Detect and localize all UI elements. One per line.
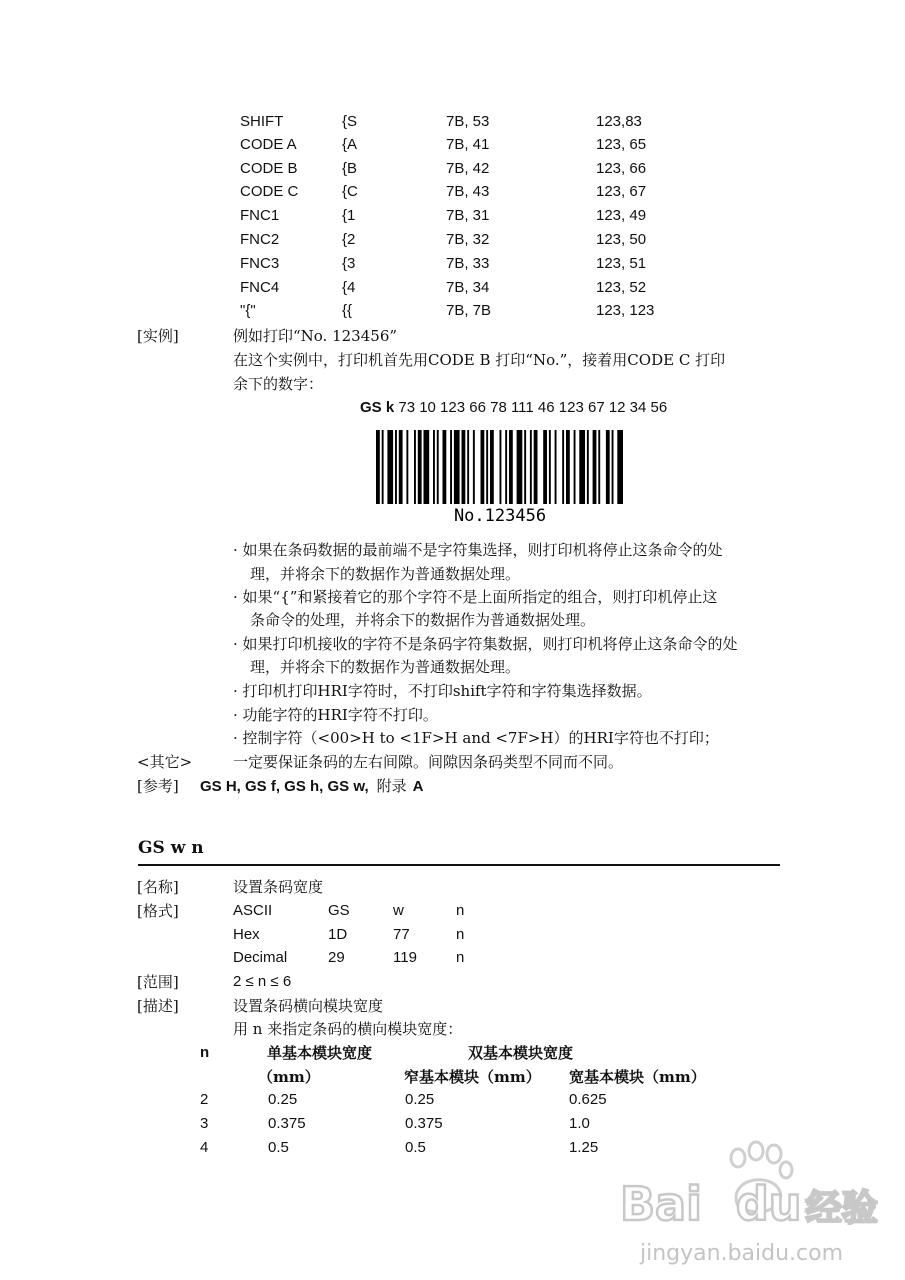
barcode-bar — [395, 430, 397, 504]
command-args: 73 10 123 66 78 111 46 123 67 12 34 56 — [394, 399, 668, 416]
barcode-bar — [617, 430, 623, 504]
cell: CODE B — [240, 160, 298, 177]
barcode-bar — [387, 430, 393, 504]
watermark-cn: 经验 — [805, 1188, 878, 1229]
format-cell: n — [456, 926, 465, 943]
format-cell: Hex — [233, 926, 260, 943]
other-label: <其它> — [137, 753, 193, 771]
cell: 7B, 7B — [446, 302, 492, 319]
barcode-bar — [517, 430, 523, 504]
format-cell: 1D — [328, 926, 348, 943]
desc-label: [描述] — [137, 997, 179, 1015]
barcode-bar — [500, 430, 502, 504]
cell: {A — [342, 136, 358, 153]
barcode-bar — [598, 430, 600, 504]
cell: {2 — [342, 231, 356, 248]
cell: 7B, 43 — [446, 183, 490, 200]
cell: FNC4 — [240, 279, 280, 296]
barcode-bar — [414, 430, 416, 504]
barcode-bar — [555, 430, 557, 504]
barcode-bar — [433, 430, 435, 504]
format-label: [格式] — [137, 902, 179, 920]
reference-appendix: 附录 — [376, 777, 407, 795]
note-line: · 如果“{”和紧接着它的那个字符不是上面所指定的组合，则打印机停止这 — [233, 588, 718, 606]
desc-text: 设置条码横向模块宽度 — [233, 997, 384, 1015]
barcode-bar — [530, 430, 532, 504]
header-wide: 宽基本模块（mm） — [569, 1068, 706, 1086]
name-text: 设置条码宽度 — [233, 878, 324, 896]
cell: 7B, 31 — [446, 207, 490, 224]
cell: CODE C — [240, 183, 299, 200]
table-cell: 4 — [200, 1139, 209, 1156]
watermark-url: jingyan.baidu.com — [640, 1241, 844, 1266]
table-cell: 0.375 — [405, 1115, 443, 1132]
reference-commands: GS H, GS f, GS h, GS w, — [200, 778, 369, 795]
barcode-caption: No.123456 — [453, 506, 547, 524]
example-command — [360, 398, 667, 418]
table-cell: 0.25 — [268, 1091, 298, 1108]
cell: FNC2 — [240, 231, 280, 248]
barcode-bar — [509, 430, 513, 504]
format-cell: Decimal — [233, 949, 288, 966]
cell: 123, 67 — [596, 183, 647, 200]
header-narrow: 窄基本模块（mm） — [404, 1068, 541, 1086]
reference-appendix-code: A — [412, 778, 424, 795]
note-line: · 如果在条码数据的最前端不是字符集选择，则打印机将停止这条命令的处 — [233, 541, 723, 559]
barcode-bar — [524, 430, 526, 504]
table-cell: 1.0 — [569, 1115, 590, 1132]
section-divider — [138, 864, 780, 866]
watermark-brand — [620, 1177, 878, 1231]
barcode-bar — [376, 430, 380, 504]
example-label: [实例] — [137, 327, 179, 345]
note-line: 条命令的处理，并将余下的数据作为普通数据处理。 — [250, 611, 596, 629]
barcode-bar — [467, 430, 469, 504]
barcode-bar — [481, 430, 485, 504]
barcode-bar — [566, 430, 570, 504]
table-cell: 0.625 — [569, 1091, 607, 1108]
barcode-bar — [473, 430, 475, 504]
cell: CODE A — [240, 136, 297, 153]
cell: 123, 123 — [596, 302, 655, 319]
barcode-bar — [382, 430, 384, 504]
barcode-bar — [486, 430, 488, 504]
cell: 7B, 32 — [446, 231, 490, 248]
command-keyword: GS k — [360, 399, 395, 416]
watermark-bai: Bai — [620, 1177, 702, 1231]
barcode-bar — [443, 430, 447, 504]
note-line: 理，并将余下的数据作为普通数据处理。 — [250, 658, 521, 676]
cell: {S — [342, 113, 358, 130]
example-line: 在这个实例中，打印机首先用CODE B 打印“No.”，接着用CODE C 打印 — [233, 351, 726, 369]
cell: {C — [342, 183, 358, 200]
cell: FNC3 — [240, 255, 280, 272]
barcode-bar — [399, 430, 403, 504]
example-line: 余下的数字： — [233, 375, 324, 393]
format-cell: n — [456, 949, 465, 966]
cell: 123, 51 — [596, 255, 647, 272]
cell: SHIFT — [240, 113, 284, 130]
format-cell: ASCII — [233, 902, 273, 919]
desc-text: 用 n 来指定条码的横向模块宽度： — [233, 1020, 463, 1038]
cell: 123, 65 — [596, 136, 647, 153]
barcode-bar — [543, 430, 547, 504]
table-cell: 0.5 — [405, 1139, 426, 1156]
cell: {3 — [342, 255, 356, 272]
range-label: [范围] — [137, 973, 179, 991]
barcode-bar — [437, 430, 439, 504]
name-label: [名称] — [137, 878, 179, 896]
format-cell: GS — [328, 902, 350, 919]
barcode-bar — [562, 430, 564, 504]
format-cell: 119 — [393, 949, 417, 966]
barcode-bars — [376, 430, 623, 504]
cell: {{ — [342, 302, 353, 319]
barcode-bar — [490, 430, 494, 504]
barcode-bar — [534, 430, 538, 504]
cell: 123, 66 — [596, 160, 647, 177]
header-single-unit: （mm） — [258, 1068, 320, 1086]
table-cell: 3 — [200, 1115, 209, 1132]
header-double: 双基本模块宽度 — [468, 1044, 574, 1062]
example-line: 例如打印“No. 123456” — [233, 327, 398, 345]
note-line: · 打印机打印HRI字符时，不打印shift字符和字符集选择数据。 — [233, 682, 652, 700]
baidu-jingyan-watermark — [618, 1138, 878, 1268]
other-text: 一定要保证条码的左右间隙。间隙因条码类型不同而不同。 — [233, 753, 624, 771]
cell: {B — [342, 160, 358, 177]
cell: 123, 52 — [596, 279, 647, 296]
barcode-bar — [454, 430, 460, 504]
format-cell: 29 — [328, 949, 345, 966]
barcode-bar — [549, 430, 551, 504]
note-line: 理，并将余下的数据作为普通数据处理。 — [250, 565, 521, 583]
cell: 123, 50 — [596, 231, 647, 248]
table-cell: 0.5 — [268, 1139, 289, 1156]
barcode-bar — [462, 430, 466, 504]
barcode-image — [372, 428, 628, 524]
barcode-bar — [418, 430, 422, 504]
format-cell: 77 — [393, 926, 410, 943]
table-cell: 2 — [200, 1091, 209, 1108]
cell: 7B, 41 — [446, 136, 490, 153]
barcode-bar — [606, 430, 610, 504]
table-cell: 0.25 — [405, 1091, 435, 1108]
barcode-bar — [587, 430, 589, 504]
table-cell: 0.375 — [268, 1115, 306, 1132]
barcode-bar — [579, 430, 585, 504]
cell: 7B, 42 — [446, 160, 490, 177]
barcode-bar — [593, 430, 597, 504]
header-single: 单基本模块宽度 — [267, 1044, 373, 1062]
barcode-bar — [406, 430, 408, 504]
watermark-du: du — [735, 1177, 802, 1231]
note-line: · 如果打印机接收的字符不是条码字符集数据，则打印机将停止这条命令的处 — [233, 635, 738, 653]
cell: 7B, 53 — [446, 113, 490, 130]
header-n: n — [200, 1044, 210, 1061]
cell: "{" — [240, 302, 256, 319]
format-cell: w — [393, 902, 404, 919]
barcode-bar — [505, 430, 507, 504]
range-text: 2 ≤ n ≤ 6 — [233, 973, 292, 990]
reference-label: [参考] — [137, 777, 179, 795]
table-cell: 1.25 — [569, 1139, 599, 1156]
barcode-bar — [450, 430, 452, 504]
note-line: · 功能字符的HRI字符不打印。 — [233, 706, 438, 724]
cell: 7B, 34 — [446, 279, 490, 296]
barcode-bar — [612, 430, 614, 504]
cell: {1 — [342, 207, 356, 224]
cell: {4 — [342, 279, 356, 296]
section-title: GS w n — [138, 838, 204, 858]
reference-text — [200, 776, 424, 797]
note-line: · 控制字符（<00>H to <1F>H and <7F>H）的HRI字符也不打印； — [233, 729, 719, 747]
cell: 7B, 33 — [446, 255, 490, 272]
format-cell: n — [456, 902, 465, 919]
cell: FNC1 — [240, 207, 280, 224]
barcode-bar — [424, 430, 430, 504]
cell: 123,83 — [596, 113, 642, 130]
cell: 123, 49 — [596, 207, 647, 224]
barcode-bar — [574, 430, 576, 504]
